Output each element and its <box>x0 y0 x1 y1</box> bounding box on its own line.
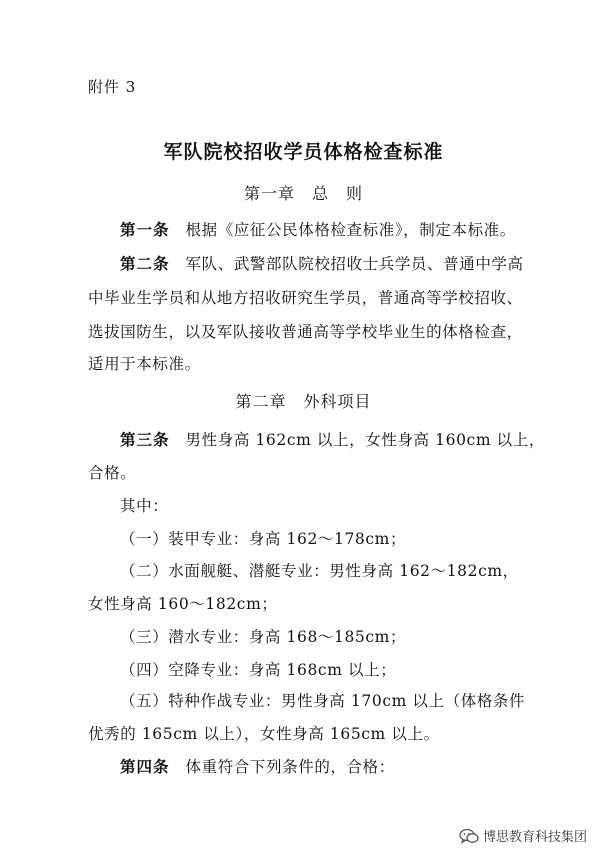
article-3-item-5-line-2: 优秀的 165cm 以上），女性身高 165cm 以上。 <box>88 725 440 743</box>
article-3-label: 第三条 <box>120 430 170 449</box>
article-3-item-3: （三）潜水专业：身高 168～185cm； <box>120 628 407 646</box>
chapter-two-heading: 第二章 外科项目 <box>235 392 372 411</box>
article-3-line-1 <box>120 428 545 450</box>
article-3-line-2: 合格。 <box>88 464 137 482</box>
article-2-line-2: 中毕业生学员和从地方招收研究生学员，普通高等学校招收、 <box>88 289 523 307</box>
article-2-line-4: 适用于本标准。 <box>88 355 201 373</box>
article-1-label: 第一条 <box>120 220 170 239</box>
article-3-item-5-line-1: （五）特种作战专业：男性身高 170cm 以上（体格条件 <box>120 692 526 710</box>
document-title: 军队院校招收学员体格检查标准 <box>163 141 444 163</box>
article-1-line-1 <box>120 218 516 240</box>
attachment-label: 附件 3 <box>88 78 137 96</box>
article-3-intro: 其中： <box>120 497 169 515</box>
article-3-item-2-line-1: （二）水面舰艇、潜艇专业：男性身高 162～182cm， <box>120 562 519 580</box>
article-2-line-1 <box>120 252 524 274</box>
chapter-one-heading: 第一章 总 则 <box>243 184 363 203</box>
article-3-item-4: （四）空降专业：身高 168cm 以上； <box>120 661 397 679</box>
article-3-item-2-line-2: 女性身高 160～182cm； <box>88 595 278 613</box>
article-3-text-1: 男性身高 162cm 以上，女性身高 160cm 以上， <box>185 431 545 449</box>
article-4-text: 体重符合下列条件的，合格： <box>185 758 395 776</box>
article-2-text-1: 军队、武警部队院校招收士兵学员、普通中学高 <box>185 255 524 273</box>
article-2-line-3: 选拔国防生，以及军队接收普通高等学校毕业生的体格检查， <box>88 323 523 341</box>
article-1-text: 根据《应征公民体格检查标准》，制定本标准。 <box>185 221 516 239</box>
article-4-label: 第四条 <box>120 757 170 776</box>
watermark <box>459 826 587 845</box>
wechat-icon <box>459 828 479 844</box>
watermark-text: 博思教育科技集团 <box>482 830 587 845</box>
article-2-label: 第二条 <box>120 254 170 273</box>
article-3-item-1: （一）装甲专业：身高 162～178cm； <box>120 530 407 548</box>
article-4-line-1 <box>120 755 395 777</box>
